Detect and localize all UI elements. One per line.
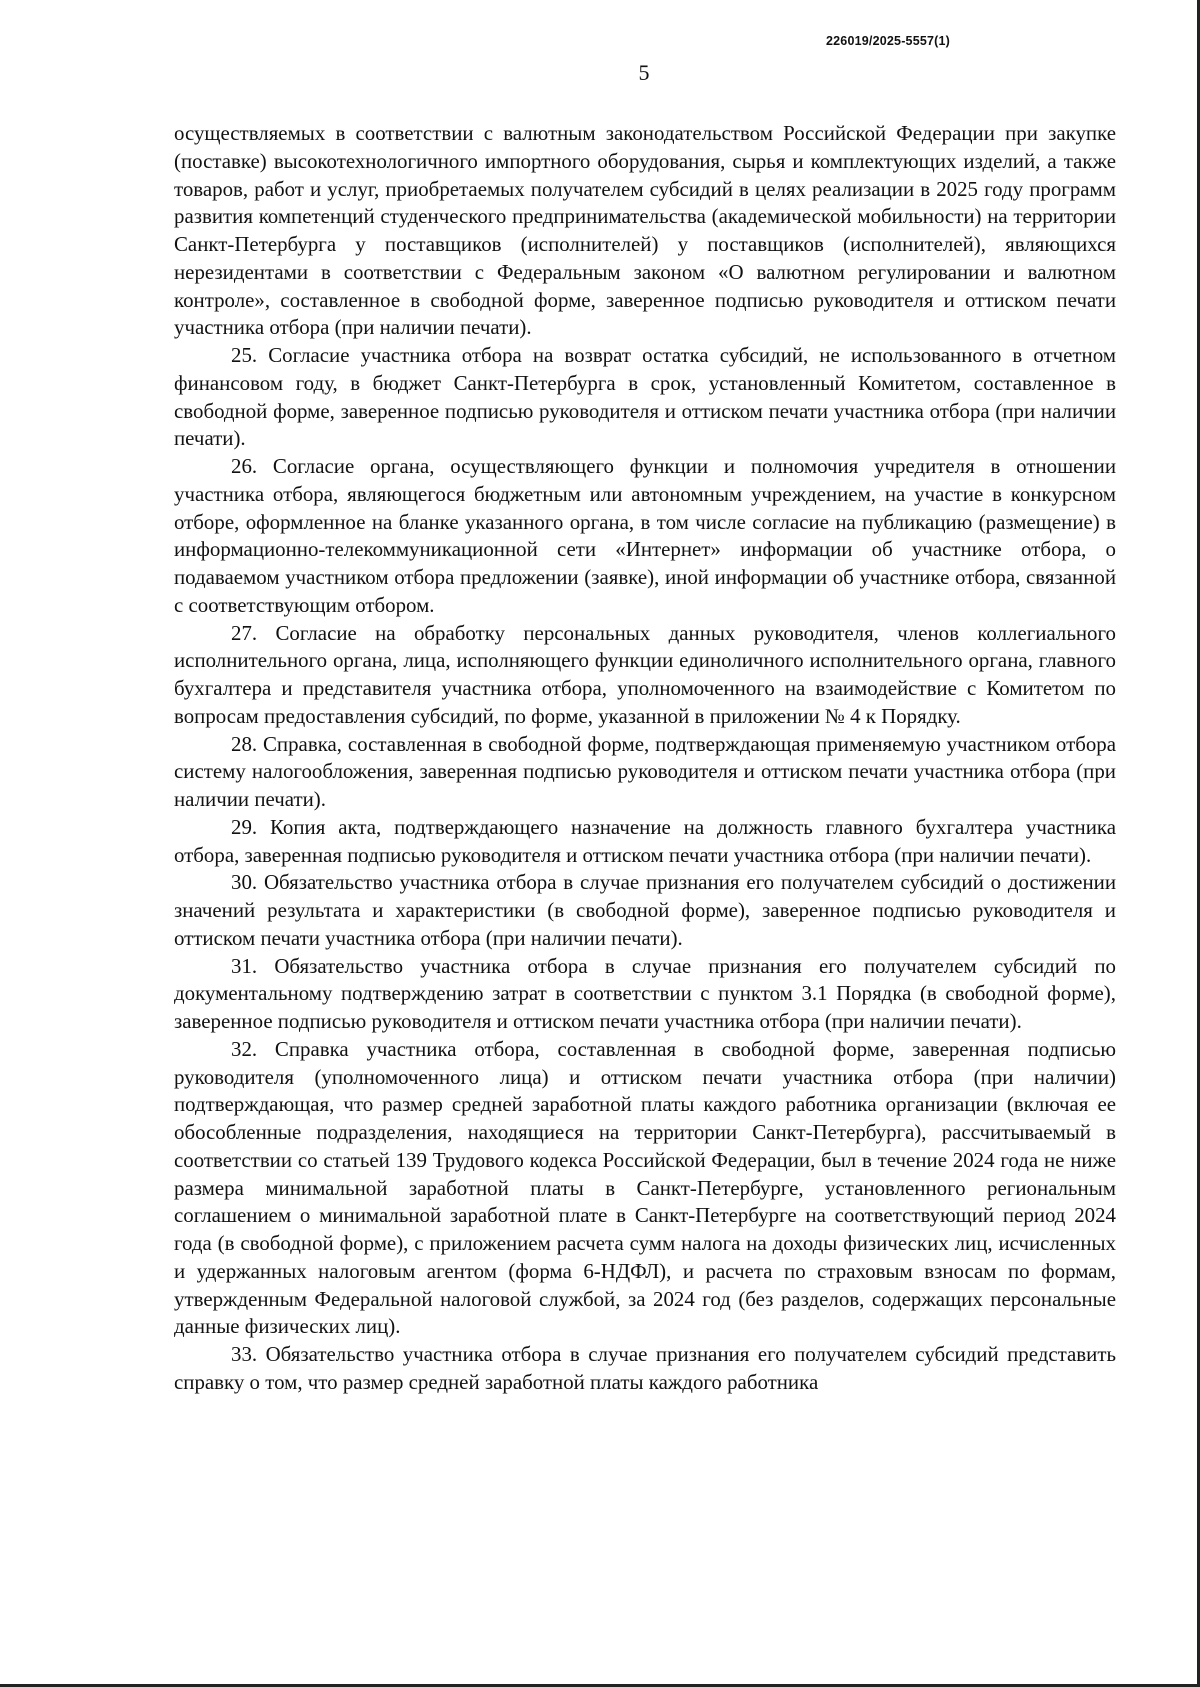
paragraph-item-31: 31. Обязательство участника отбора в случае признания его получателем субсидий по документальному подтверждению затрат в соответствии с пунктом 3.1 Порядка (в свободной форме), заверенное подписью руководителя и оттиском печати участника отбора (при наличии печати). <box>174 953 1116 1033</box>
document-number: 226019/2025-5557(1) <box>826 34 951 48</box>
page-number: 5 <box>638 60 650 85</box>
paragraph-item-30: 30. Обязательство участника отбора в случае признания его получателем субсидий о достижении значений результата и характеристики (в свободной форме), заверенное подписью руководителя и оттиском печати участника отбора (при наличии печати). <box>174 870 1116 950</box>
paragraph-item-28: 28. Справка, составленная в свободной форме, подтверждающая применяемую участником отбора систему налогообложения, заверенная подписью руководителя и оттиском печати участника отбора (при наличии печати). <box>174 731 1116 811</box>
paragraph-item-26: 26. Согласие органа, осуществляющего функции и полномочия учредителя в отношении участника отбора, являющегося бюджетным или автономным учреждением, на участие в конкурсном отборе, оформленное на бланке указанного органа, в том числе согласие на публикацию (размещение) в информационно-телекоммуникационной сети «Интернет» информации об участнике отбора, о подаваемом участником отбора предложении (заявке), иной информации об участнике отбора, связанной с соответствующим отбором. <box>174 454 1116 617</box>
paragraph-item-33: 33. Обязательство участника отбора в случае признания его получателем субсидий представить справку о том, что размер средней заработной платы каждого работника <box>174 1342 1116 1394</box>
paragraph-continuation: осуществляемых в соответствии с валютным законодательством Российской Федерации при закупке (поставке) высокотехнологичного импортного оборудования, сырья и комплектующих изделий, а также товаров, работ и услуг, приобретаемых получателем субсидий в целях реализации в 2025 году программ развития компетенций студенческого предпринимательства (академической мобильности) на территории Санкт-Петербурга у поставщиков (исполнителей) у поставщиков (исполнителей), являющихся нерезидентами в соответствии с Федеральным законом «О валютном регулировании и валютном контроле», составленное в свободной форме, заверенное подписью руководителя и оттиском печати участника отбора (при наличии печати). <box>174 121 1116 340</box>
paragraph-item-27: 27. Согласие на обработку персональных данных руководителя, членов коллегиального исполнительного органа, лица, исполняющего функции единоличного исполнительного органа, главного бухгалтера и представителя участника отбора, уполномоченного на взаимодействие с Комитетом по вопросам предоставления субсидий, по форме, указанной в приложении № 4 к Порядку. <box>174 620 1116 728</box>
document-body <box>174 120 1116 1397</box>
paragraph-item-29: 29. Копия акта, подтверждающего назначение на должность главного бухгалтера участника отбора, заверенная подписью руководителя и оттиском печати участника отбора (при наличии печати). <box>174 814 1116 867</box>
paragraph-item-25: 25. Согласие участника отбора на возврат остатка субсидий, не использованного в отчетном финансовом году, в бюджет Санкт-Петербурга в срок, установленный Комитетом, составленное в свободной форме, заверенное подписью руководителя и оттиском печати участника отбора (при наличии печати). <box>174 343 1116 451</box>
paragraph-item-32: 32. Справка участника отбора, составленная в свободной форме, заверенная подписью руководителя (уполномоченного лица) и оттиском печати участника отбора (при наличии) подтверждающая, что размер средней заработной платы каждого работника организации (включая ее обособленные подразделения, находящиеся на территории Санкт-Петербурга), рассчитываемый в соответствии со статьей 139 Трудового кодекса Российской Федерации, был в течение 2024 года не ниже размера минимальной заработной платы в Санкт-Петербурге, установленного региональным соглашением о минимальной заработной плате в Санкт-Петербурге на соответствующий период 2024 года (в свободной форме), с приложением расчета сумм налога на доходы физических лиц, исчисленных и удержанных налоговым агентом (форма 6-НДФЛ), и расчета по страховым взносам по формам, утвержденным Федеральной налоговой службой, за 2024 год (без разделов, содержащих персональные данные физических лиц). <box>174 1036 1116 1339</box>
